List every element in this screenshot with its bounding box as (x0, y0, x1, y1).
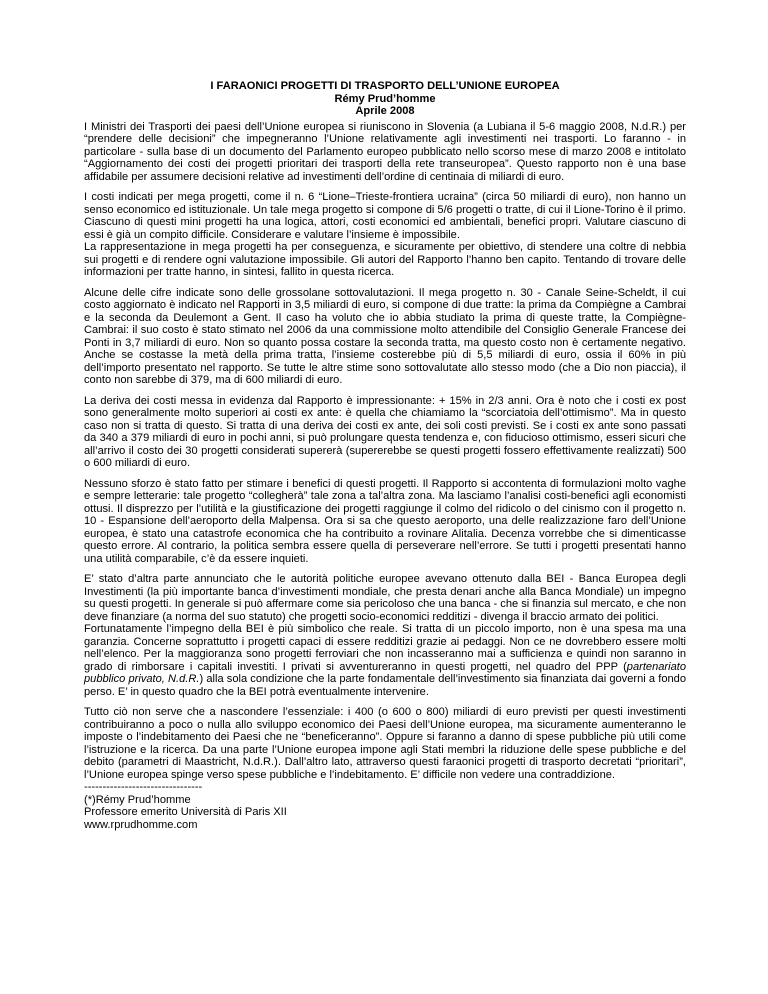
document-header (84, 80, 686, 118)
paragraph-underestimates: Alcune delle cifre indicate sono delle grossolane sottovalutazioni. Il mega progetto n. 30 - Canale Seine-Scheldt, il cui costo aggiornato è indicato nel Rapporti in 3,5 miliardi di euro, si compone di due tratte: la prima da Compiègne a Cambrai e la seconda da Deulemont a Gent. Il caso ha voluto che io abbia studiato la prima di queste tratte, la Compiègne-Cambrai: il suo costo è stato stimato nel 2006 da una commissione molto attendibile del Consiglio Generale Francese dei Ponti in 3,7 miliardi di euro. Non so quanto possa costare la seconda tratta, ma questo costo non è certamente negativo. Anche se costasse la metà della prima tratta, l’insieme costerebbe più di 5,5 miliardi di euro, ossia il 60% in più dell’importo presentato nel rapporto. Se tutte le altre stime sono sottovalutate allo stesso modo (che a Dio non piaccia), il conto non sarebbe di 379, ma di 600 miliardi di euro. (84, 286, 686, 386)
footnote-website: www.rprudhomme.com (84, 818, 198, 831)
paragraph-mega-projects: I costi indicati per mega progetti, come il n. 6 “Lione–Trieste-frontiera ucraina” (circa 50 miliardi di euro), non hanno un senso economico ed istituzionale. Un tale mega progetto si compone di 5/6 progetti o tratte, di cui il Lione-Torino è il primo. Ciascuno di questi mini progetti ha una logica, attori, costi economici ed ambientali, benefici propri. Valutare ciascuno di essi è già un compito difficile. Considerare e valutare l’insieme è impossibile. (84, 191, 686, 241)
bei-text-pre: Fortunatamente l’impegno della BEI è più simbolico che reale. Si tratta di un piccolo importo, non è una spesa ma una garanzia. Concerne soprattutto i progetti capaci di essere redditizi grazie ai pedaggi. Non ce ne dovrebbero essere molti nell’elenco. Per la maggioranza sono progetti ferroviari che non incasseranno mai a sufficienza e quindi non saranno in grado di rimborsare i capitali investiti. I privati si avventureranno in questi progetti, nel quadro del PPP ( (84, 623, 686, 673)
signature-block (84, 781, 686, 831)
paragraph-conclusion: Tutto ciò non serve che a nascondere l’essenziale: i 400 (o 600 o 800) miliardi di euro previsti per questi investimenti contribuiranno a poco o nulla allo sviluppo economico dei Paesi dell’Unione europea, ma sicuramente aumenteranno le imposte o l’indebitamento dei Paesi che ne “beneficeranno”. Oppure si faranno a danno di spese pubbliche più utili come l’istruzione e la ricerca. Da una parte l’Unione europea impone agli Stati membri la riduzione delle spese pubbliche e del debito (parametri di Maastricht, N.d.R.). Dall’altro lato, attraverso questi faraonici progetti di trasporto decretati “prioritari”, l’Unione europea spinge verso spese pubbliche e l’indebitamento. E’ difficile non vedere una contraddizione. (84, 706, 686, 781)
footnote-author: (*)Rémy Prud’homme (84, 793, 191, 806)
paragraph-bei-guarantee (84, 623, 686, 698)
bei-text-post: ) alla sola condizione che la parte fondamentale dell’investimento sia finanziata dai governi a fondo perso. E’ in questo quadro che la BEI potrà eventualmente intervenire. (84, 673, 686, 698)
paragraph-cost-drift: La deriva dei costi messa in evidenza dal Rapporto è impressionante: + 15% in 2/3 anni. Ora è noto che i costi ex post sono generalmente molto superiori ai costi ex ante: è quella che chiamiamo la “scorciatoia dell’ottimismo”. Ma in questo caso non si tratta di questo. Si tratta di una deriva dei costi ex ante, dei soli costi previsti. Se i costi ex ante sono passati da 340 a 379 miliardi di euro in pochi anni, si può prolungare questa tendenza e, con fiducioso ottimismo, esseri sicuri che all’arrivo il costo dei 30 progetti considerati supererà (supererebbe se questi progetti fossero effettivamente realizzati) 500 o 600 miliardi di euro. (84, 394, 686, 469)
footnote-separator: -------------------------------- (84, 781, 203, 793)
document-author: Rémy Prud’homme (334, 92, 436, 105)
document-title: I FARAONICI PROGETTI DI TRASPORTO DELL’UNIONE EUROPEA (210, 80, 560, 92)
document-page (84, 80, 686, 831)
paragraph-fog: La rappresentazione in mega progetti ha per conseguenza, e sicuramente per obiettivo, di stendere una coltre di nebbia sui progetti e di rendere ogni valutazione impossibile. Gli autori del Rapporto l’hanno ben capito. Tentando di trovare delle informazioni per tratte hanno, in sintesi, fallito in questa ricerca. (84, 241, 686, 278)
ppp-italic-note: partenariato pubblico privato, N.d.R. (84, 660, 686, 685)
paragraph-intro: I Ministri dei Trasporti dei paesi dell’Unione europea si riuniscono in Slovenia (a Lubiana il 5-6 maggio 2008, N.d.R.) per “prendere delle decisioni” che impegneranno l’Unione relativamente agli investimenti nei trasporti. Lo faranno - in particolare - sulla base di un documento del Parlamento europeo pubblicato nello scorso mese di marzo 2008 e intitolato “Aggiornamento dei costi dei progetti prioritari dei trasporti della rete transeuropea”. Questo rapporto non è una base affidabile per assumere decisioni relative ad investimenti dell’ordine di centinaia di miliardi di euro. (84, 120, 686, 183)
document-date: Aprile 2008 (355, 105, 415, 117)
paragraph-benefits: Nessuno sforzo è stato fatto per stimare i benefici di questi progetti. Il Rapporto si accontenta di formulazioni molto vaghe e sempre letterarie: tale progetto “collegherà” tale zona a tal’altra zona. Ma lasciamo l’analisi costi-benefici agli economisti ottusi. Il disprezzo per l’utilità e la giustificazione dei progetti raggiunge il colmo del ridicolo o del cinismo con il progetto n. 10 - Espansione dell’aeroporto della Malpensa. Ora si sa che questo aeroporto, una delle realizzazione faro dell’Unione europea, è stato una catastrofe economica che ha contribuito a rovinare Alitalia. Decenza vorrebbe che si dimenticasse questo errore. Al contrario, la politica sembra essere quella di perseverare nell’errore. Se tutti i progetti presentati hanno una utilità comparabile, c’è da essere inquieti. (84, 477, 686, 565)
footnote-affiliation: Professore emerito Università di Paris XII (84, 806, 287, 818)
paragraph-bei: E’ stato d’altra parte annunciato che le autorità politiche europee avevano ottenuto dalla BEI - Banca Europea degli Investimenti (la più importante banca d’investimenti mondiale, che presta denari anche alla Banca Mondiale) un impegno su questi progetti. In generale si può affermare come sia pericoloso che una banca - che si finanzia sul mercato, e che non deve finanziare (a norma del suo statuto) che progetti socio-economici redditizi - divenga il braccio armato dei politici. (84, 573, 686, 623)
